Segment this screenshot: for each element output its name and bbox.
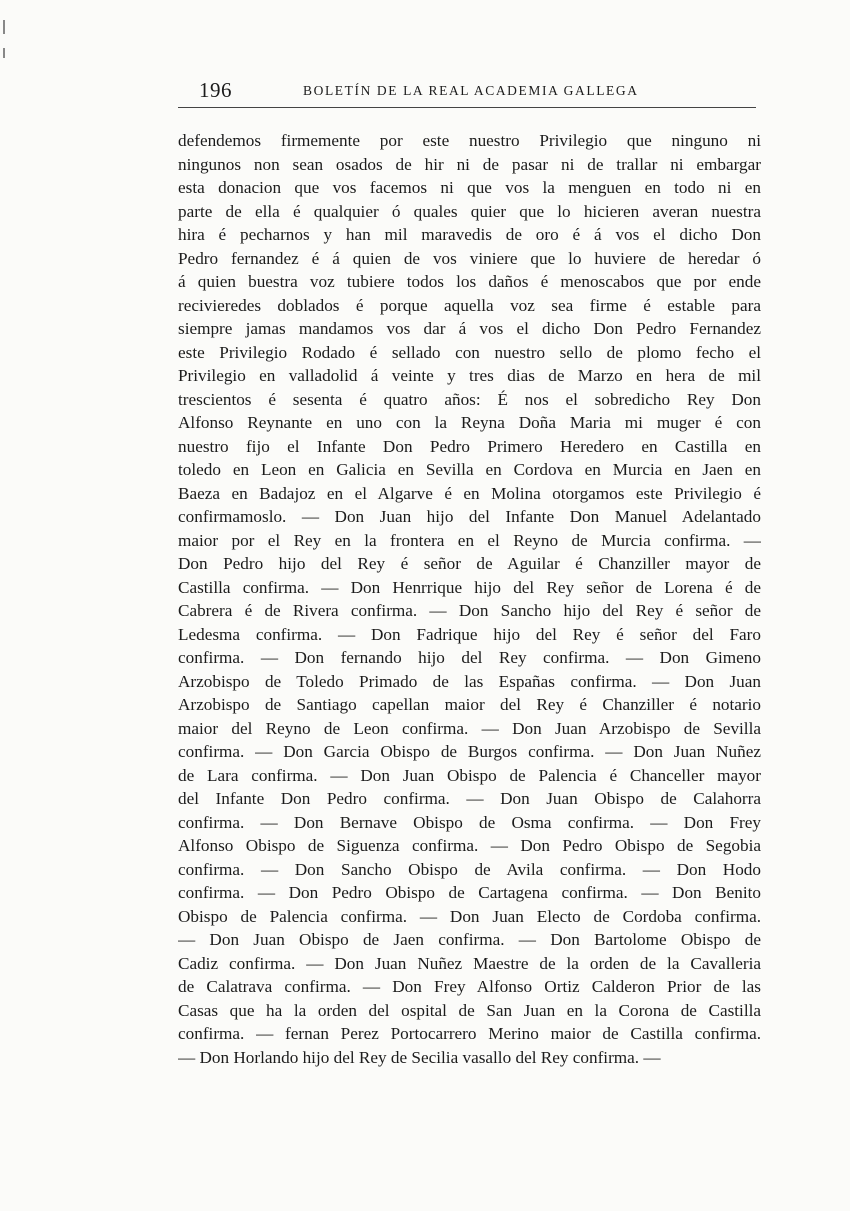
text-line: defendemos firmemente por este nuestro Privilegio que ninguno ni [178,131,761,150]
text-line: Privilegio en valladolid á veinte y tres dias de Marzo en hera de mil [178,366,761,385]
text-line: Cadiz confirma. — Don Juan Nuñez Maestre de la orden de la Cavalleria [178,953,761,973]
journal-title: BOLETÍN DE LA REAL ACADEMIA GALLEGA [303,83,639,98]
text-line: confirma. — fernan Perez Portocarrero Merino maior de Castilla confirma. [178,1024,761,1043]
text-line: de Calatrava confirma. — Don Frey Alfonso Ortiz Calderon Prior de las [178,977,761,996]
text-line: confirma. — Don fernando hijo del Rey confirma. — Don Gimeno [178,648,761,667]
text-line: ningunos non sean osados de hir ni de pasar ni de trallar ni embargar [178,154,761,174]
running-head [178,74,756,110]
header-rule [178,107,756,108]
text-line: trescientos é sesenta é quatro años: É nos el sobredicho Rey Don [178,389,761,409]
text-line: confirmamoslo. — Don Juan hijo del Infante Don Manuel Adelantado [178,507,761,526]
body-text [178,129,761,1069]
text-line: Cabrera é de Rivera confirma. — Don Sancho hijo del Rey é señor de [178,601,761,620]
text-line: Alfonso Obispo de Siguenza confirma. — Don Pedro Obispo de Segobia [178,836,761,855]
text-line: de Lara confirma. — Don Juan Obispo de Palencia é Chanceller mayor [178,765,761,785]
text-line: del Infante Don Pedro confirma. — Don Juan Obispo de Calahorra [178,789,761,808]
text-line: siempre jamas mandamos vos dar á vos el dicho Don Pedro Fernandez [178,319,761,338]
text-line: Ledesma confirma. — Don Fadrique hijo del Rey é señor del Faro [178,624,761,644]
text-line: Alfonso Reynante en uno con la Reyna Doña Maria mi muger é con [178,413,761,432]
scan-margin-mark [3,48,5,58]
text-line: parte de ella é qualquier ó quales quier que lo hicieren averan nuestra [178,201,761,221]
text-line: Obispo de Palencia confirma. — Don Juan Electo de Cordoba confirma. [178,906,761,926]
text-line: Baeza en Badajoz en el Algarve é en Molina otorgamos este Privilegio é [178,483,761,503]
text-line: Casas que ha la orden del ospital de San Juan en la Corona de Castilla [178,1000,761,1020]
text-line: confirma. — Don Bernave Obispo de Osma confirma. — Don Frey [178,812,761,832]
text-line: á quien buestra voz tubiere todos los daños é menoscabos que por ende [178,272,761,291]
text-line: toledo en Leon en Galicia en Sevilla en Cordova en Murcia en Jaen en [178,460,761,479]
scan-margin-mark [3,20,5,34]
text-line: — Don Horlando hijo del Rey de Secilia vasallo del Rey confirma. — [178,1047,661,1067]
text-line: — Don Juan Obispo de Jaen confirma. — Don Bartolome Obispo de [178,930,761,949]
text-line: confirma. — Don Pedro Obispo de Cartagena confirma. — Don Benito [178,883,761,902]
text-line: confirma. — Don Garcia Obispo de Burgos confirma. — Don Juan Nuñez [178,742,761,761]
text-line: Castilla confirma. — Don Henrrique hijo del Rey señor de Lorena é de [178,577,761,597]
text-line: este Privilegio Rodado é sellado con nuestro sello de plomo fecho el [178,342,761,362]
text-line: hira é pecharnos y han mil maravedis de oro é á vos el dicho Don [178,225,761,244]
text-line: maior del Reyno de Leon confirma. — Don Juan Arzobispo de Sevilla [178,718,761,738]
text-line: recivieredes doblados é porque aquella voz sea firme é estable para [178,295,761,315]
text-line: esta donacion que vos facemos ni que vos la menguen en todo ni en [178,178,761,197]
text-line: Arzobispo de Toledo Primado de las Españas confirma. — Don Juan [178,671,761,691]
text-line: confirma. — Don Sancho Obispo de Avila confirma. — Don Hodo [178,859,761,879]
text-line: Don Pedro hijo del Rey é señor de Aguilar é Chanziller mayor de [178,554,761,573]
text-line: Arzobispo de Santiago capellan maior del Rey é Chanziller é notario [178,695,761,714]
page-number: 196 [199,78,232,102]
text-line: Pedro fernandez é á quien de vos viniere que lo huviere de heredar ó [178,248,761,268]
text-line: maior por el Rey en la frontera en el Reyno de Murcia confirma. — [178,530,761,550]
text-line: nuestro fijo el Infante Don Pedro Primero Heredero en Castilla en [178,436,761,456]
